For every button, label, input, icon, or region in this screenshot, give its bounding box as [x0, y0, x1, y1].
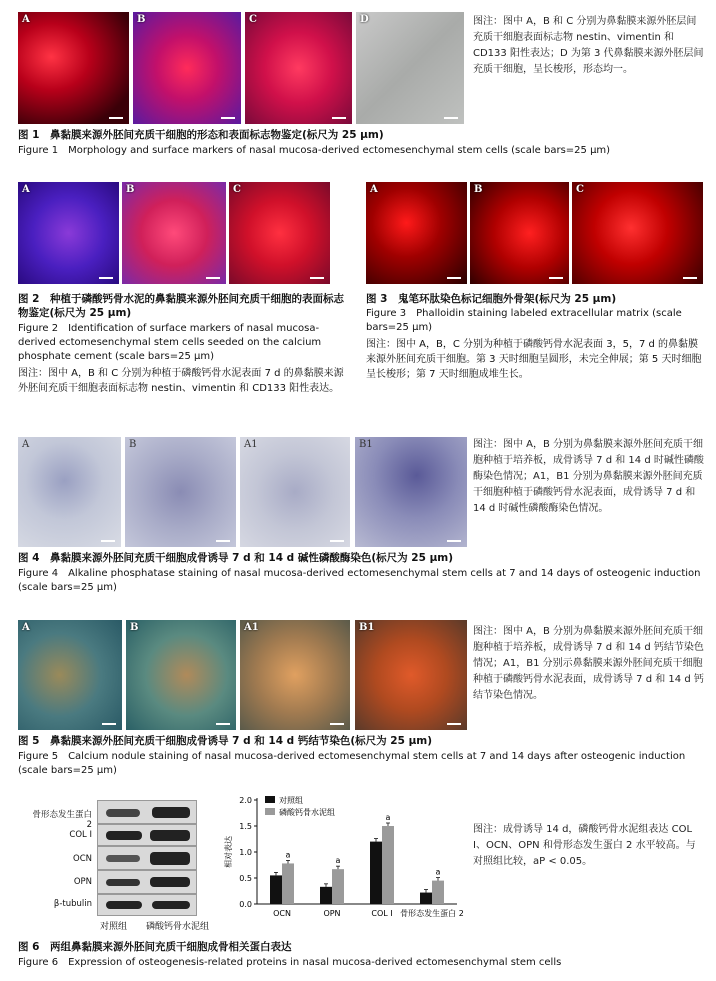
- bar: [420, 893, 432, 904]
- blot-strip: [97, 800, 197, 824]
- scale-bar: [206, 277, 220, 279]
- panel-label: B: [137, 14, 146, 25]
- blot-band: [152, 901, 190, 909]
- fig5-caption-en: Figure 5 Calcium nodule staining of nasal mucosa-derived ectomesenchymal stem cells at 7 and 14 days after osteogenic induction (scale bars=25 μm): [18, 751, 686, 776]
- y-tick-label: 0.5: [239, 874, 252, 883]
- fig4-note: 图注：图中 A，B 分别为鼻黏膜来源外胚间充质干细胞种植于培养板，成骨诱导 7 d 和 14 d 时碱性磷酸酶染色情况；A1，B1 分别为鼻黏膜来源外胚间充质干细胞种植于磷酸钙骨水泥表面，成骨诱导 7 d 和 14 d 时碱性磷酸酶染色情况。: [473, 439, 704, 514]
- fig5-panel-b: [126, 620, 236, 730]
- y-tick-label: 1.5: [239, 822, 252, 831]
- panel-label: B: [130, 622, 139, 633]
- panel-label: B: [129, 439, 137, 450]
- scale-bar: [447, 540, 461, 542]
- scale-bar: [444, 117, 458, 119]
- legend-label: 对照组: [279, 796, 303, 805]
- fig4-panel-b1: [355, 437, 467, 547]
- x-tick-label: OPN: [323, 909, 341, 918]
- fig6-note: 图注：成骨诱导 14 d，磷酸钙骨水泥组表达 COL Ⅰ、OCN、OPN 和骨形态发生蛋白 2 水平较高。与对照组比较，aP < 0.05。: [473, 824, 696, 867]
- panel-label: A: [22, 184, 30, 195]
- fig5-panel-b1: [355, 620, 467, 730]
- fig3-panel-c: [572, 182, 703, 284]
- fig1-panel-d: [356, 12, 464, 124]
- panel-label: C: [233, 184, 241, 195]
- fig6-caption-zh: 图 6 两组鼻黏膜来源外胚间充质干细胞成骨相关蛋白表达: [18, 941, 292, 953]
- blot-band: [150, 830, 190, 841]
- blot-band: [152, 807, 190, 818]
- scale-bar: [109, 117, 123, 119]
- scale-bar: [332, 117, 346, 119]
- fig3-panel-a: [366, 182, 467, 284]
- panel-label: A1: [244, 439, 258, 450]
- bar: [320, 887, 332, 904]
- y-tick-label: 1.0: [239, 848, 252, 857]
- fig4-panel-a1: [240, 437, 350, 547]
- fig5-panel-a1: [240, 620, 350, 730]
- legend-swatch: [265, 796, 275, 803]
- fig2-note: 图注：图中 A，B 和 C 分别为种植于磷酸钙骨水泥表面 7 d 的鼻黏膜来源外胚间充质干细胞表面标志物 nestin、vimentin 和 CD133 阳性表达。: [18, 368, 344, 394]
- scale-bar: [216, 723, 230, 725]
- fig1-caption-zh: 图 1 鼻黏膜来源外胚间充质干细胞的形态和表面标志物鉴定(标尺为 25 μm): [18, 129, 384, 141]
- fig5-note: 图注：图中 A，B 分别为鼻黏膜来源外胚间充质干细胞种植于培养板，成骨诱导 7 d 和 14 d 钙结节染色情况；A1，B1 分别示鼻黏膜来源外胚间充质干细胞种植于磷酸钙骨水泥表面，成骨诱导 7 d 和 14 d 钙结节染色情况。: [473, 626, 704, 701]
- fig1-panel-c: [245, 12, 352, 124]
- legend-swatch: [265, 808, 275, 815]
- blot-band: [106, 879, 140, 886]
- panel-label: A: [22, 439, 30, 450]
- fig3-caption-zh: 图 3 鬼笔环肽染色标记细胞外骨架(标尺为 25 μm): [366, 293, 617, 305]
- scale-bar: [310, 277, 324, 279]
- scale-bar: [447, 723, 461, 725]
- panel-label: B: [126, 184, 135, 195]
- scale-bar: [330, 540, 344, 542]
- fig4-panel-b: [125, 437, 236, 547]
- blot-strip: [97, 870, 197, 894]
- panel-label: C: [249, 14, 257, 25]
- blot-strip: [97, 824, 197, 846]
- significance-label: a: [385, 813, 391, 822]
- panel-label: C: [576, 184, 584, 195]
- blot-column-label: 对照组: [100, 922, 128, 932]
- blot-band: [150, 877, 190, 887]
- fig2-panel-a: [18, 182, 119, 284]
- blot-row-label: OPN: [73, 877, 92, 887]
- significance-label: a: [285, 850, 291, 860]
- blot-band: [106, 831, 142, 840]
- panel-label: A: [370, 184, 378, 195]
- panel-label: A: [22, 622, 30, 633]
- scale-bar: [330, 723, 344, 725]
- scale-bar: [683, 277, 697, 279]
- legend-label: 磷酸钙骨水泥组: [279, 808, 335, 817]
- bar: [382, 826, 394, 904]
- fig4-caption-zh: 图 4 鼻黏膜来源外胚间充质干细胞成骨诱导 7 d 和 14 d 碱性磷酸酶染色(标尺为 25 μm): [18, 552, 454, 564]
- fig1-note: 图注：图中 A，B 和 C 分别为鼻黏膜来源外胚层间充质干细胞表面标志物 nestin、vimentin 和 CD133 阳性表达；D 为第 3 代鼻黏膜来源外胚层间充质干细胞，呈长梭形，形态均一。: [473, 16, 704, 75]
- fig3-caption-en: Figure 3 Phalloidin staining labeled extracellular matrix (scale bars=25 μm): [366, 308, 682, 333]
- significance-label: a: [335, 856, 341, 866]
- scale-bar: [221, 117, 235, 119]
- blot-band: [106, 855, 140, 862]
- y-tick-label: 2.0: [239, 796, 252, 805]
- scale-bar: [102, 723, 116, 725]
- blot-band: [150, 852, 190, 865]
- bar-chart: [205, 790, 467, 940]
- fig4-caption-en: Figure 4 Alkaline phosphatase staining of nasal mucosa-derived ectomesenchymal stem cells at 7 and 14 days of osteogenic induction (scale bars=25 μm): [18, 568, 701, 593]
- bar: [282, 863, 294, 904]
- fig1-panel-a: [18, 12, 129, 124]
- fig5-caption-zh: 图 5 鼻黏膜来源外胚间充质干细胞成骨诱导 7 d 和 14 d 钙结节染色(标尺为 25 μm): [18, 735, 433, 747]
- x-tick-label: 骨形态发生蛋白 2: [400, 909, 464, 918]
- bar: [370, 842, 382, 904]
- blot-strip: [97, 846, 197, 870]
- fig2-panel-b: [122, 182, 226, 284]
- fig2-panel-c: [229, 182, 330, 284]
- fig1-panel-b: [133, 12, 241, 124]
- blot-strip: [97, 894, 197, 916]
- scale-bar: [99, 277, 113, 279]
- scale-bar: [549, 277, 563, 279]
- blot-row-label: β-tubulin: [53, 899, 92, 909]
- y-tick-label: 0.0: [239, 900, 252, 909]
- panel-label: B1: [359, 622, 375, 633]
- bar: [332, 869, 344, 904]
- blot-band: [106, 901, 142, 909]
- fig6-caption-en: Figure 6 Expression of osteogenesis-related proteins in nasal mucosa-derived ectomesenchymal stem cells: [18, 957, 562, 968]
- panel-label: A: [22, 14, 30, 25]
- panel-label: B: [474, 184, 483, 195]
- x-tick-label: COL Ⅰ: [371, 909, 393, 918]
- fig4-panel-a: [18, 437, 121, 547]
- fig1-caption-en: Figure 1 Morphology and surface markers of nasal mucosa-derived ectomesenchymal stem cells (scale bars=25 μm): [18, 145, 611, 156]
- bar: [270, 875, 282, 904]
- bar: [432, 881, 444, 904]
- scale-bar: [101, 540, 115, 542]
- panel-label: A1: [244, 622, 259, 633]
- scale-bar: [447, 277, 461, 279]
- fig3-note: 图注：图中 A，B，C 分别为种植于磷酸钙骨水泥表面 3，5，7 d 的鼻黏膜来源外胚间充质干细胞。第 3 天时细胞呈圆形，未完全伸展；第 5 天时细胞呈长梭形；第 7 天时细胞成堆生长。: [366, 339, 702, 380]
- blot-row-label: OCN: [73, 854, 92, 864]
- fig5-panel-a: [18, 620, 122, 730]
- fig2-caption-zh: 图 2 种植于磷酸钙骨水泥的鼻黏膜来源外胚间充质干细胞的表面标志物鉴定(标尺为 25 μm): [18, 293, 344, 319]
- fig3-panel-b: [470, 182, 569, 284]
- blot-column-label: 磷酸钙骨水泥组: [146, 922, 210, 932]
- blot-row-label: COL Ⅰ: [69, 830, 92, 840]
- fig2-caption-en: Figure 2 Identification of surface markers of nasal mucosa-derived ectomesenchymal stem cells seeded on the calcium phosphate cement (scale bars=25 μm): [18, 323, 322, 362]
- panel-label: B1: [359, 439, 373, 450]
- y-axis-label: 相对表达: [224, 836, 233, 868]
- significance-label: a: [435, 867, 441, 877]
- blot-row-label: 骨形态发生蛋白 2: [32, 810, 92, 830]
- blot-band: [106, 809, 140, 817]
- scale-bar: [216, 540, 230, 542]
- x-tick-label: OCN: [273, 909, 291, 918]
- panel-label: D: [360, 14, 369, 25]
